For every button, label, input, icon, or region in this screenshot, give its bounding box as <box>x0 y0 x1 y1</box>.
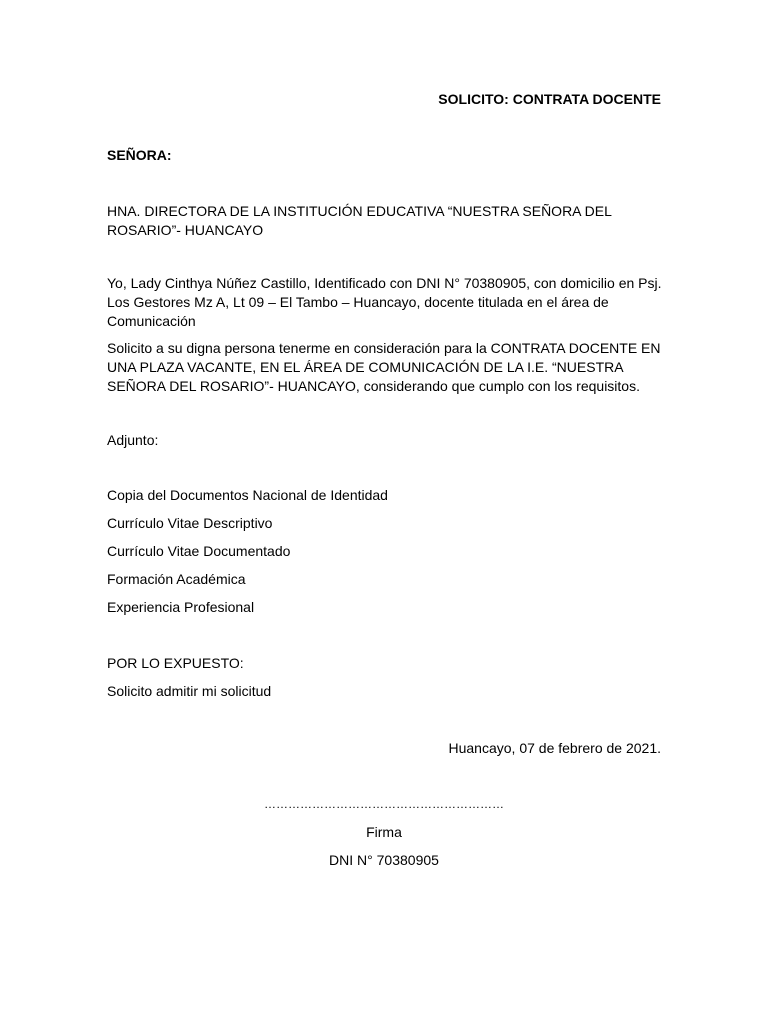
list-item: Currículo Vitae Descriptivo <box>107 515 273 531</box>
intro-paragraph: Yo, Lady Cinthya Núñez Castillo, Identificado con DNI N° 70380905, con domicilio en Psj. Los Gestores Mz A, Lt 09 – El Tambo – Huancayo, docente titulada en el área de Comunicación <box>107 275 662 329</box>
addressee: HNA. DIRECTORA DE LA INSTITUCIÓN EDUCATIVA “NUESTRA SEÑORA DEL ROSARIO”- HUANCAYO <box>107 203 612 238</box>
list-item: Experiencia Profesional <box>107 599 255 615</box>
place-date: Huancayo, 07 de febrero de 2021. <box>448 740 661 756</box>
closing-text: Solicito admitir mi solicitud <box>107 683 272 699</box>
attachments-list <box>107 486 388 626</box>
list-item: Currículo Vitae Documentado <box>107 543 291 559</box>
signature-label: Firma <box>366 824 402 840</box>
request-paragraph: Solicito a su digna persona tenerme en consideración para la CONTRATA DOCENTE EN UNA PLAZA VACANTE, EN EL ÁREA DE COMUNICACIÓN DE LA I.E. “NUESTRA SEÑORA DEL ROSARIO”- HUANCAYO, considerando que cumplo con los requisitos. <box>107 340 661 394</box>
closing-label: POR LO EXPUESTO: <box>107 655 244 671</box>
signature-line: …………………………………………………… <box>264 797 504 811</box>
subject-line: SOLICITO: CONTRATA DOCENTE <box>438 91 661 107</box>
signature-dni: DNI N° 70380905 <box>329 852 439 868</box>
attachments-label: Adjunto: <box>107 432 159 448</box>
list-item: Copia del Documentos Nacional de Identidad <box>107 487 388 503</box>
salutation: SEÑORA: <box>107 147 172 163</box>
list-item: Formación Académica <box>107 571 246 587</box>
